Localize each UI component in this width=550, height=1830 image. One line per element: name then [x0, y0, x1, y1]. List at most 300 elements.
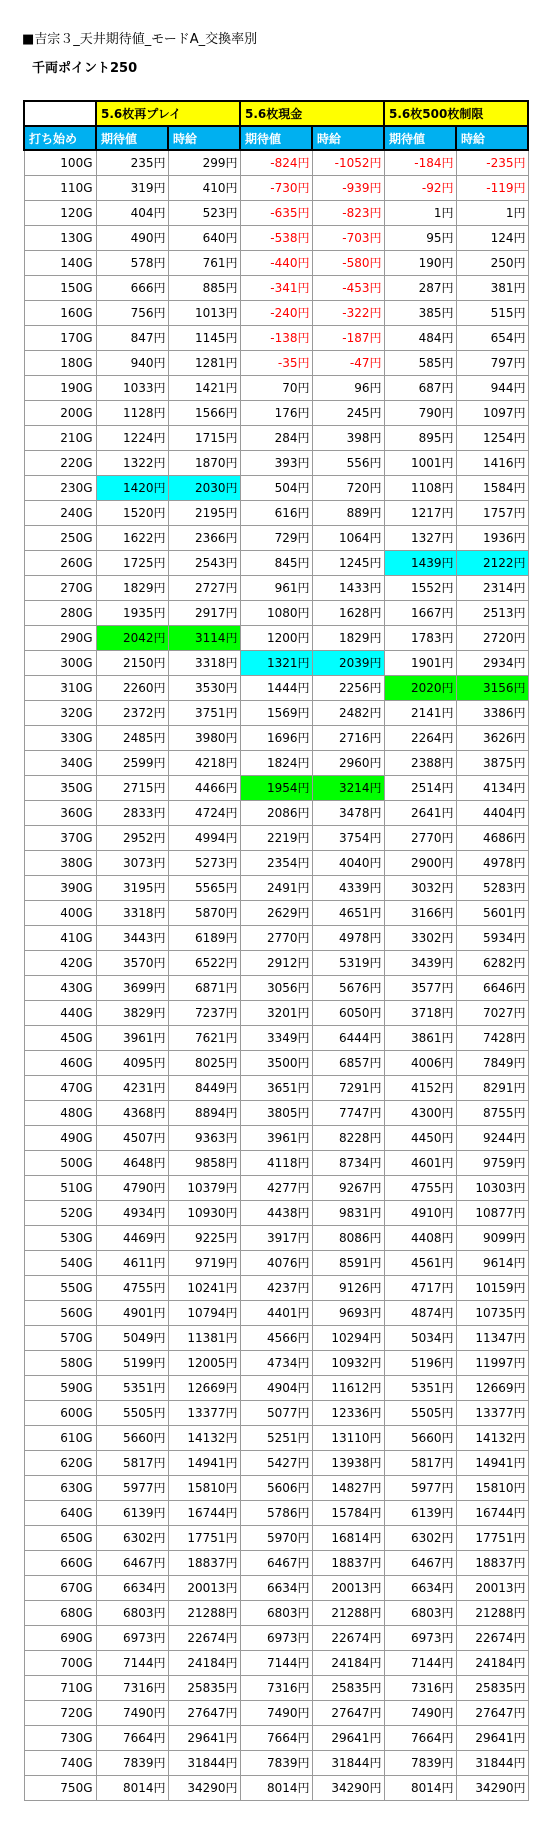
row-start-game-cell: 110G: [24, 175, 96, 200]
value-cell: -187円: [312, 325, 384, 350]
value-cell: 25835円: [168, 1675, 240, 1700]
value-cell: 2482円: [312, 700, 384, 725]
value-cell: -703円: [312, 225, 384, 250]
value-cell: 27647円: [168, 1700, 240, 1725]
value-cell: 7316円: [384, 1675, 456, 1700]
table-row: [24, 800, 528, 825]
group-header-cash: 5.6枚現金: [240, 101, 384, 126]
value-cell: 5676円: [312, 975, 384, 1000]
value-cell: 1097円: [456, 400, 528, 425]
value-cell: 10930円: [168, 1200, 240, 1225]
value-cell: 4401円: [240, 1300, 312, 1325]
value-cell: 11997円: [456, 1350, 528, 1375]
value-cell: 31844円: [312, 1750, 384, 1775]
table-row: [24, 500, 528, 525]
value-cell: 7316円: [240, 1675, 312, 1700]
table-row: [24, 425, 528, 450]
value-cell: 5199円: [96, 1350, 168, 1375]
value-cell: 7428円: [456, 1025, 528, 1050]
value-cell: 9363円: [168, 1125, 240, 1150]
value-cell: 1420円: [96, 475, 168, 500]
value-cell: 2141円: [384, 700, 456, 725]
row-start-game-cell: 250G: [24, 525, 96, 550]
table-row: [24, 1525, 528, 1550]
value-cell: 14941円: [456, 1450, 528, 1475]
value-cell: 2514円: [384, 775, 456, 800]
value-cell: 616円: [240, 500, 312, 525]
table-row: [24, 1475, 528, 1500]
value-cell: 7490円: [240, 1700, 312, 1725]
value-cell: 3718円: [384, 1000, 456, 1025]
value-cell: 14941円: [168, 1450, 240, 1475]
column-header-ev: 期待値: [240, 126, 312, 150]
value-cell: 287円: [384, 275, 456, 300]
table-row: [24, 1050, 528, 1075]
row-start-game-cell: 620G: [24, 1450, 96, 1475]
value-cell: 14132円: [168, 1425, 240, 1450]
value-cell: 6871円: [168, 975, 240, 1000]
value-cell: 5034円: [384, 1325, 456, 1350]
row-start-game-cell: 410G: [24, 925, 96, 950]
table-row: [24, 1450, 528, 1475]
row-start-game-cell: 480G: [24, 1100, 96, 1125]
table-row: [24, 1600, 528, 1625]
value-cell: 7291円: [312, 1075, 384, 1100]
column-header-ev: 期待値: [96, 126, 168, 150]
value-cell: 5505円: [384, 1400, 456, 1425]
row-start-game-cell: 310G: [24, 675, 96, 700]
value-cell: -92円: [384, 175, 456, 200]
value-cell: 3056円: [240, 975, 312, 1000]
value-cell: 12669円: [168, 1375, 240, 1400]
value-cell: 70円: [240, 375, 312, 400]
value-cell: 5606円: [240, 1475, 312, 1500]
value-cell: 2960円: [312, 750, 384, 775]
value-cell: 11347円: [456, 1325, 528, 1350]
value-cell: 7144円: [384, 1650, 456, 1675]
table-row: [24, 1150, 528, 1175]
row-start-game-cell: 510G: [24, 1175, 96, 1200]
value-cell: 2833円: [96, 800, 168, 825]
value-cell: 18837円: [168, 1550, 240, 1575]
value-cell: 4651円: [312, 900, 384, 925]
value-cell: 3201円: [240, 1000, 312, 1025]
value-cell: -823円: [312, 200, 384, 225]
value-cell: 3751円: [168, 700, 240, 725]
value-cell: 3961円: [96, 1025, 168, 1050]
value-cell: 8755円: [456, 1100, 528, 1125]
value-cell: 9267円: [312, 1175, 384, 1200]
row-start-game-cell: 190G: [24, 375, 96, 400]
value-cell: 1217円: [384, 500, 456, 525]
row-start-game-cell: 290G: [24, 625, 96, 650]
value-cell: 4904円: [240, 1375, 312, 1400]
value-cell: 4450円: [384, 1125, 456, 1150]
row-start-game-cell: 580G: [24, 1350, 96, 1375]
value-cell: 25835円: [312, 1675, 384, 1700]
value-cell: 14132円: [456, 1425, 528, 1450]
value-cell: 4874円: [384, 1300, 456, 1325]
value-cell: 14827円: [312, 1475, 384, 1500]
value-cell: 490円: [96, 225, 168, 250]
value-cell: 17751円: [456, 1525, 528, 1550]
value-cell: 797円: [456, 350, 528, 375]
row-start-game-cell: 280G: [24, 600, 96, 625]
table-row: [24, 850, 528, 875]
value-cell: 2513円: [456, 600, 528, 625]
value-cell: 654円: [456, 325, 528, 350]
value-cell: 6634円: [240, 1575, 312, 1600]
row-start-game-cell: 220G: [24, 450, 96, 475]
table-row: [24, 1075, 528, 1100]
value-cell: -322円: [312, 300, 384, 325]
value-cell: 10379円: [168, 1175, 240, 1200]
value-cell: 1824円: [240, 750, 312, 775]
value-cell: 10303円: [456, 1175, 528, 1200]
value-cell: 18837円: [456, 1550, 528, 1575]
value-cell: 4717円: [384, 1275, 456, 1300]
value-cell: 7316円: [96, 1675, 168, 1700]
value-cell: 16744円: [168, 1500, 240, 1525]
value-cell: 9831円: [312, 1200, 384, 1225]
value-cell: -1052円: [312, 150, 384, 175]
value-cell: 8894円: [168, 1100, 240, 1125]
value-cell: 895円: [384, 425, 456, 450]
row-start-game-cell: 570G: [24, 1325, 96, 1350]
value-cell: 1444円: [240, 675, 312, 700]
value-cell: 7490円: [384, 1700, 456, 1725]
value-cell: 7839円: [240, 1750, 312, 1775]
table-row: [24, 1775, 528, 1800]
value-cell: 640円: [168, 225, 240, 250]
value-cell: 176円: [240, 400, 312, 425]
value-cell: 4910円: [384, 1200, 456, 1225]
value-cell: 1584円: [456, 475, 528, 500]
value-cell: 4152円: [384, 1075, 456, 1100]
value-cell: 24184円: [168, 1650, 240, 1675]
column-header-row: [24, 126, 528, 150]
table-row: [24, 1675, 528, 1700]
table-row: [24, 1750, 528, 1775]
value-cell: 2900円: [384, 850, 456, 875]
value-cell: 2260円: [96, 675, 168, 700]
value-cell: 245円: [312, 400, 384, 425]
row-start-game-cell: 610G: [24, 1425, 96, 1450]
value-cell: 2020円: [384, 675, 456, 700]
value-cell: 1935円: [96, 600, 168, 625]
value-cell: 2917円: [168, 600, 240, 625]
value-cell: 5817円: [384, 1450, 456, 1475]
value-cell: 3961円: [240, 1125, 312, 1150]
column-header-hourly: 時給: [168, 126, 240, 150]
value-cell: 4901円: [96, 1300, 168, 1325]
value-cell: 3651円: [240, 1075, 312, 1100]
value-cell: 889円: [312, 500, 384, 525]
value-cell: 1245円: [312, 550, 384, 575]
value-cell: 12336円: [312, 1400, 384, 1425]
row-start-game-cell: 400G: [24, 900, 96, 925]
value-cell: 2543円: [168, 550, 240, 575]
value-cell: 1552円: [384, 575, 456, 600]
value-cell: 34290円: [312, 1775, 384, 1800]
value-cell: 21288円: [312, 1600, 384, 1625]
row-start-game-cell: 150G: [24, 275, 96, 300]
value-cell: 7490円: [96, 1700, 168, 1725]
table-row: [24, 1000, 528, 1025]
group-header-replay: 5.6枚再プレイ: [96, 101, 240, 126]
row-start-game-cell: 270G: [24, 575, 96, 600]
row-start-game-cell: 650G: [24, 1525, 96, 1550]
column-header-start: 打ち始め: [24, 126, 96, 150]
table-row: [24, 875, 528, 900]
row-start-game-cell: 350G: [24, 775, 96, 800]
value-cell: 29641円: [456, 1725, 528, 1750]
value-cell: 6302円: [96, 1525, 168, 1550]
table-row: [24, 1100, 528, 1125]
value-cell: 1936円: [456, 525, 528, 550]
value-cell: -730円: [240, 175, 312, 200]
value-cell: 6522円: [168, 950, 240, 975]
value-cell: 16814円: [312, 1525, 384, 1550]
value-cell: 24184円: [312, 1650, 384, 1675]
table-row: [24, 325, 528, 350]
table-row: [24, 200, 528, 225]
value-cell: 10932円: [312, 1350, 384, 1375]
value-cell: 4755円: [96, 1275, 168, 1300]
value-cell: 3195円: [96, 875, 168, 900]
value-cell: -440円: [240, 250, 312, 275]
value-cell: 1569円: [240, 700, 312, 725]
value-cell: 2727円: [168, 575, 240, 600]
value-cell: 4648円: [96, 1150, 168, 1175]
table-row: [24, 175, 528, 200]
value-cell: 10877円: [456, 1200, 528, 1225]
value-cell: 2912円: [240, 950, 312, 975]
value-cell: 3917円: [240, 1225, 312, 1250]
table-row: [24, 1625, 528, 1650]
row-start-game-cell: 530G: [24, 1225, 96, 1250]
value-cell: 5505円: [96, 1400, 168, 1425]
value-cell: 2716円: [312, 725, 384, 750]
value-cell: 6973円: [96, 1625, 168, 1650]
value-cell: 10241円: [168, 1275, 240, 1300]
value-cell: 4134円: [456, 775, 528, 800]
value-cell: 9614円: [456, 1250, 528, 1275]
table-row: [24, 1175, 528, 1200]
value-cell: 21288円: [168, 1600, 240, 1625]
value-cell: 5351円: [384, 1375, 456, 1400]
value-cell: 4507円: [96, 1125, 168, 1150]
value-cell: 3577円: [384, 975, 456, 1000]
value-cell: 381円: [456, 275, 528, 300]
value-cell: 2388円: [384, 750, 456, 775]
value-cell: 5273円: [168, 850, 240, 875]
value-cell: 13938円: [312, 1450, 384, 1475]
value-cell: 9719円: [168, 1250, 240, 1275]
value-cell: 6634円: [96, 1575, 168, 1600]
row-start-game-cell: 500G: [24, 1150, 96, 1175]
value-cell: 578円: [96, 250, 168, 275]
value-cell: 1725円: [96, 550, 168, 575]
value-cell: 1520円: [96, 500, 168, 525]
value-cell: 6467円: [384, 1550, 456, 1575]
value-cell: 8025円: [168, 1050, 240, 1075]
value-cell: 410円: [168, 175, 240, 200]
table-row: [24, 350, 528, 375]
expected-value-table: [23, 100, 529, 1801]
value-cell: 17751円: [168, 1525, 240, 1550]
row-start-game-cell: 180G: [24, 350, 96, 375]
value-cell: 1622円: [96, 525, 168, 550]
value-cell: 4368円: [96, 1100, 168, 1125]
value-cell: 8014円: [384, 1775, 456, 1800]
value-cell: 6467円: [96, 1550, 168, 1575]
value-cell: -138円: [240, 325, 312, 350]
table-row: [24, 575, 528, 600]
row-start-game-cell: 550G: [24, 1275, 96, 1300]
value-cell: 7664円: [240, 1725, 312, 1750]
row-start-game-cell: 470G: [24, 1075, 96, 1100]
value-cell: 1954円: [240, 775, 312, 800]
value-cell: 8086円: [312, 1225, 384, 1250]
value-cell: 11381円: [168, 1325, 240, 1350]
row-start-game-cell: 120G: [24, 200, 96, 225]
page-subtitle: 千両ポイント250: [32, 61, 138, 76]
value-cell: 2030円: [168, 475, 240, 500]
row-start-game-cell: 670G: [24, 1575, 96, 1600]
value-cell: 845円: [240, 550, 312, 575]
value-cell: 2599円: [96, 750, 168, 775]
row-start-game-cell: 630G: [24, 1475, 96, 1500]
value-cell: 24184円: [456, 1650, 528, 1675]
group-header-limit: 5.6枚500枚制限: [384, 101, 528, 126]
value-cell: 2219円: [240, 825, 312, 850]
row-start-game-cell: 440G: [24, 1000, 96, 1025]
row-start-game-cell: 710G: [24, 1675, 96, 1700]
row-start-game-cell: 590G: [24, 1375, 96, 1400]
value-cell: 3699円: [96, 975, 168, 1000]
value-cell: 3530円: [168, 675, 240, 700]
value-cell: 2629円: [240, 900, 312, 925]
table-row: [24, 1225, 528, 1250]
value-cell: 11612円: [312, 1375, 384, 1400]
value-cell: 3318円: [96, 900, 168, 925]
value-cell: 385円: [384, 300, 456, 325]
value-cell: 729円: [240, 525, 312, 550]
value-cell: 1080円: [240, 600, 312, 625]
value-cell: 2256円: [312, 675, 384, 700]
page-title: ■吉宗３_天井期待値_モードA_交換率別: [22, 32, 258, 47]
value-cell: 319円: [96, 175, 168, 200]
value-cell: 4466円: [168, 775, 240, 800]
value-cell: 9126円: [312, 1275, 384, 1300]
value-cell: 6302円: [384, 1525, 456, 1550]
value-cell: 250円: [456, 250, 528, 275]
value-cell: 3032円: [384, 875, 456, 900]
value-cell: 9099円: [456, 1225, 528, 1250]
value-cell: 20013円: [168, 1575, 240, 1600]
value-cell: 2264円: [384, 725, 456, 750]
value-cell: 2720円: [456, 625, 528, 650]
row-start-game-cell: 740G: [24, 1750, 96, 1775]
value-cell: 1416円: [456, 450, 528, 475]
value-cell: 2491円: [240, 875, 312, 900]
table-row: [24, 300, 528, 325]
value-cell: 847円: [96, 325, 168, 350]
value-cell: 95円: [384, 225, 456, 250]
value-cell: 9858円: [168, 1150, 240, 1175]
value-cell: 8591円: [312, 1250, 384, 1275]
table-row: [24, 450, 528, 475]
value-cell: 5786円: [240, 1500, 312, 1525]
value-cell: 790円: [384, 400, 456, 425]
value-cell: 1064円: [312, 525, 384, 550]
row-start-game-cell: 680G: [24, 1600, 96, 1625]
value-cell: 5934円: [456, 925, 528, 950]
value-cell: 7747円: [312, 1100, 384, 1125]
value-cell: 7144円: [240, 1650, 312, 1675]
value-cell: 5817円: [96, 1450, 168, 1475]
value-cell: 1757円: [456, 500, 528, 525]
value-cell: 15810円: [456, 1475, 528, 1500]
value-cell: 4566円: [240, 1325, 312, 1350]
table-row: [24, 675, 528, 700]
value-cell: 3861円: [384, 1025, 456, 1050]
value-cell: 1254円: [456, 425, 528, 450]
value-cell: 13377円: [456, 1400, 528, 1425]
value-cell: 1円: [456, 200, 528, 225]
table-row: [24, 625, 528, 650]
table-row: [24, 1325, 528, 1350]
value-cell: 6973円: [240, 1625, 312, 1650]
value-cell: 5660円: [384, 1425, 456, 1450]
row-start-game-cell: 750G: [24, 1775, 96, 1800]
value-cell: 1円: [384, 200, 456, 225]
value-cell: 31844円: [456, 1750, 528, 1775]
value-cell: 5977円: [384, 1475, 456, 1500]
value-cell: 5870円: [168, 900, 240, 925]
row-start-game-cell: 200G: [24, 400, 96, 425]
column-header-ev: 期待値: [384, 126, 456, 150]
value-cell: 5565円: [168, 875, 240, 900]
value-cell: 885円: [168, 275, 240, 300]
value-cell: 3166円: [384, 900, 456, 925]
value-cell: 34290円: [168, 1775, 240, 1800]
value-cell: 6857円: [312, 1050, 384, 1075]
value-cell: 4076円: [240, 1250, 312, 1275]
value-cell: 8228円: [312, 1125, 384, 1150]
table-row: [24, 1275, 528, 1300]
row-start-game-cell: 660G: [24, 1550, 96, 1575]
value-cell: 6139円: [384, 1500, 456, 1525]
table-row: [24, 375, 528, 400]
table-row: [24, 925, 528, 950]
value-cell: 5660円: [96, 1425, 168, 1450]
value-cell: 9693円: [312, 1300, 384, 1325]
value-cell: 4994円: [168, 825, 240, 850]
value-cell: 2354円: [240, 850, 312, 875]
table-row: [24, 700, 528, 725]
value-cell: 3114円: [168, 625, 240, 650]
value-cell: 2150円: [96, 650, 168, 675]
value-cell: 5427円: [240, 1450, 312, 1475]
value-cell: 3570円: [96, 950, 168, 975]
value-cell: -119円: [456, 175, 528, 200]
value-cell: 3805円: [240, 1100, 312, 1125]
table-row: [24, 900, 528, 925]
value-cell: 4790円: [96, 1175, 168, 1200]
value-cell: 29641円: [168, 1725, 240, 1750]
